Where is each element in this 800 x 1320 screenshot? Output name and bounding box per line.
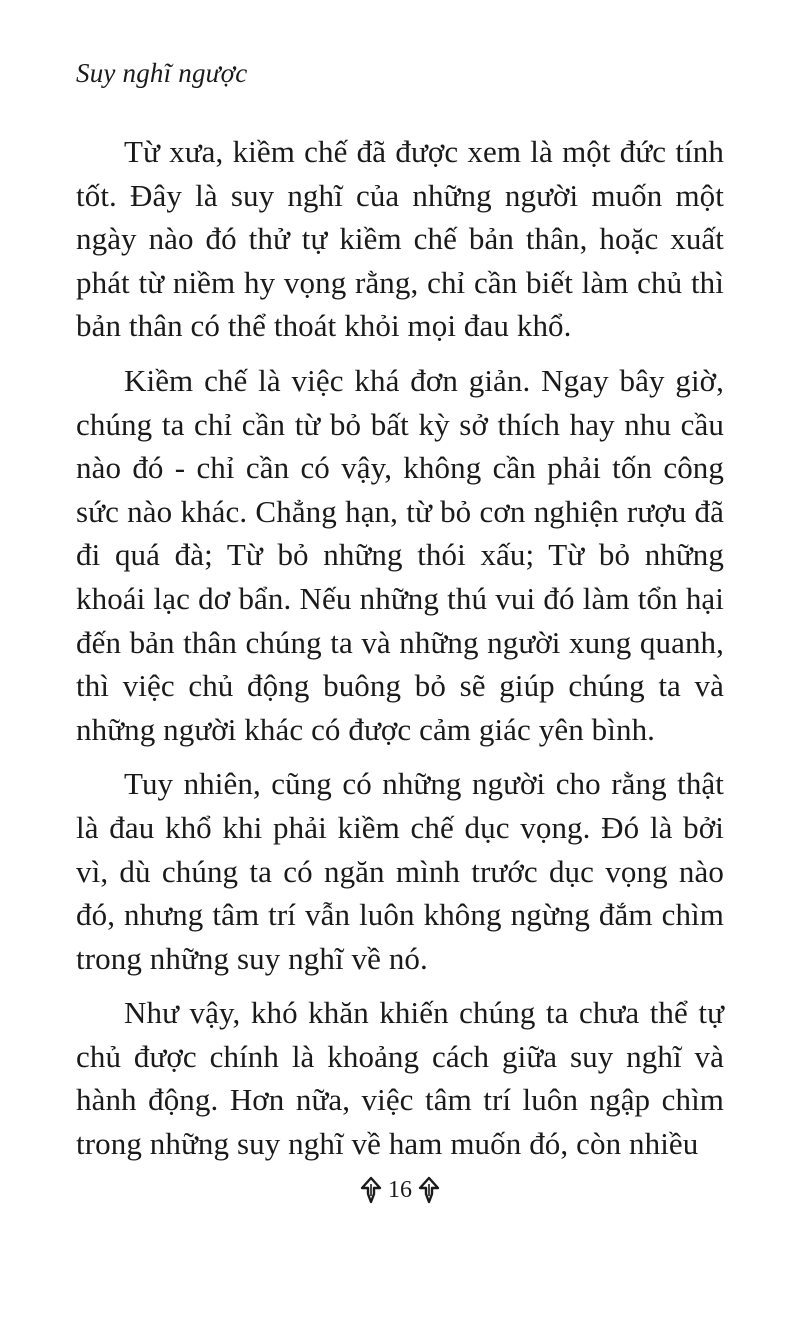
body-text xyxy=(76,130,724,1177)
page-footer xyxy=(0,1176,800,1204)
right-ornament-icon xyxy=(418,1176,440,1204)
left-ornament-icon xyxy=(360,1176,382,1204)
page-number: 16 xyxy=(388,1177,412,1203)
running-title: Suy nghĩ ngược xyxy=(76,58,248,88)
paragraph: Như vậy, khó khăn khiến chúng ta chưa thể tự chủ được chính là khoảng cách giữa suy nghĩ và hành động. Hơn nữa, việc tâm trí luôn ngập chìm trong những suy nghĩ về ham muốn đó, còn nhiều xyxy=(76,995,724,1162)
paragraph: Kiềm chế là việc khá đơn giản. Ngay bây giờ, chúng ta chỉ cần từ bỏ bất kỳ sở thích hay nhu cầu nào đó - chỉ cần có vậy, không cần phải tốn công sức nào khác. Chẳng hạn, từ bỏ cơn nghiện rượu đã đi quá đà; Từ bỏ những thói xấu; Từ bỏ những khoái lạc dơ bẩn. Nếu những thú vui đó làm tổn hại đến bản thân chúng ta và những người xung quanh, thì việc chủ động buông bỏ sẽ giúp chúng ta và những người khác có được cảm giác yên bình. xyxy=(76,362,724,747)
paragraph: Từ xưa, kiềm chế đã được xem là một đức tính tốt. Đây là suy nghĩ của những người muốn một ngày nào đó thử tự kiềm chế bản thân, hoặc xuất phát từ niềm hy vọng rằng, chỉ cần biết làm chủ thì bản thân có thể thoát khỏi mọi đau khổ. xyxy=(76,134,724,344)
paragraph: Tuy nhiên, cũng có những người cho rằng thật là đau khổ khi phải kiềm chế dục vọng. Đó là bởi vì, dù chúng ta có ngăn mình trước dục vọng nào đó, nhưng tâm trí vẫn luôn không ngừng đắm chìm trong những suy nghĩ về nó. xyxy=(76,766,724,976)
